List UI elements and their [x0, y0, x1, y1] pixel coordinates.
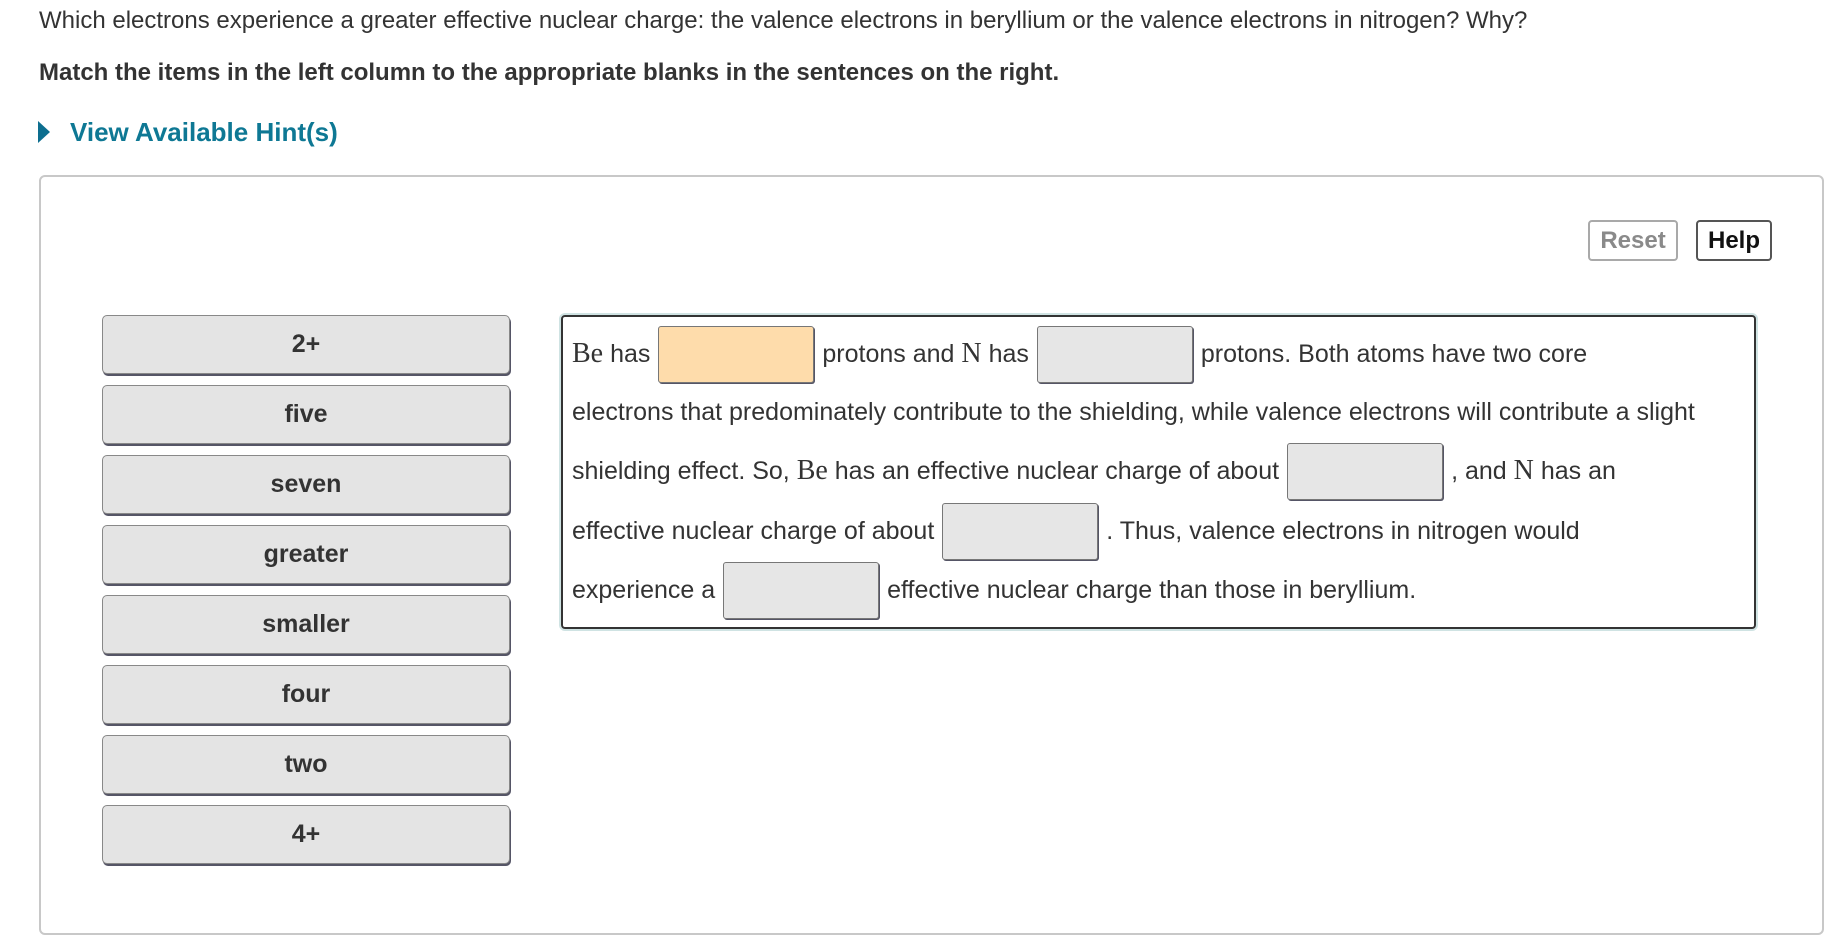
- sentence-line: [572, 501, 1746, 561]
- choice-item[interactable]: greater: [102, 525, 510, 584]
- choice-item[interactable]: four: [102, 665, 510, 724]
- choice-list: [102, 315, 510, 875]
- symbol-n: N: [1513, 455, 1534, 486]
- drop-blank-2[interactable]: [1037, 326, 1193, 383]
- sentence-line: [572, 325, 1746, 383]
- instruction-text: Match the items in the left column to the appropriate blanks in the sentences on the right.: [39, 59, 1060, 86]
- drop-blank-5[interactable]: [723, 562, 879, 619]
- view-hints-toggle[interactable]: [38, 117, 338, 147]
- sentence-text: has: [610, 340, 651, 368]
- choice-item[interactable]: five: [102, 385, 510, 444]
- sentence-text: has: [988, 340, 1029, 368]
- sentence-text: shielding effect. So,: [572, 457, 790, 485]
- sentence-text: . Thus, valence electrons in nitrogen would: [1106, 517, 1580, 545]
- drop-blank-4[interactable]: [942, 503, 1098, 560]
- sentence-line: [572, 441, 1746, 501]
- sentence-text: experience a: [572, 576, 716, 604]
- drop-blank-3[interactable]: [1287, 443, 1443, 500]
- reset-button[interactable]: Reset: [1588, 220, 1678, 261]
- sentence-text: protons and: [822, 340, 955, 368]
- drop-blank-1[interactable]: [658, 326, 814, 383]
- sentence-line: [572, 561, 1746, 619]
- caret-right-icon: [38, 121, 50, 143]
- sentence-text: electrons that predominately contribute to the shielding, while valence electrons will contribute a slight: [572, 398, 1695, 426]
- choice-item[interactable]: seven: [102, 455, 510, 514]
- symbol-n: N: [961, 338, 982, 369]
- choice-item[interactable]: 4+: [102, 805, 510, 864]
- view-hints-label: View Available Hint(s): [70, 117, 338, 147]
- sentence-box: [561, 315, 1756, 629]
- sentence-text: effective nuclear charge of about: [572, 517, 935, 545]
- choice-item[interactable]: 2+: [102, 315, 510, 374]
- choice-item[interactable]: smaller: [102, 595, 510, 654]
- sentence-text: effective nuclear charge than those in beryllium.: [887, 576, 1417, 604]
- symbol-be: Be: [796, 455, 828, 486]
- help-button[interactable]: Help: [1696, 220, 1772, 261]
- sentence-text: has an: [1540, 457, 1616, 485]
- symbol-be: Be: [572, 338, 604, 369]
- sentence-line: [572, 383, 1746, 441]
- choice-item[interactable]: two: [102, 735, 510, 794]
- sentence-text: has an effective nuclear charge of about: [834, 457, 1280, 485]
- sentence-text: , and: [1451, 457, 1507, 485]
- question-text: Which electrons experience a greater effective nuclear charge: the valence electrons in beryllium or the valence electrons in nitrogen? Why?: [39, 7, 1528, 34]
- sentence-text: protons. Both atoms have two core: [1200, 340, 1588, 368]
